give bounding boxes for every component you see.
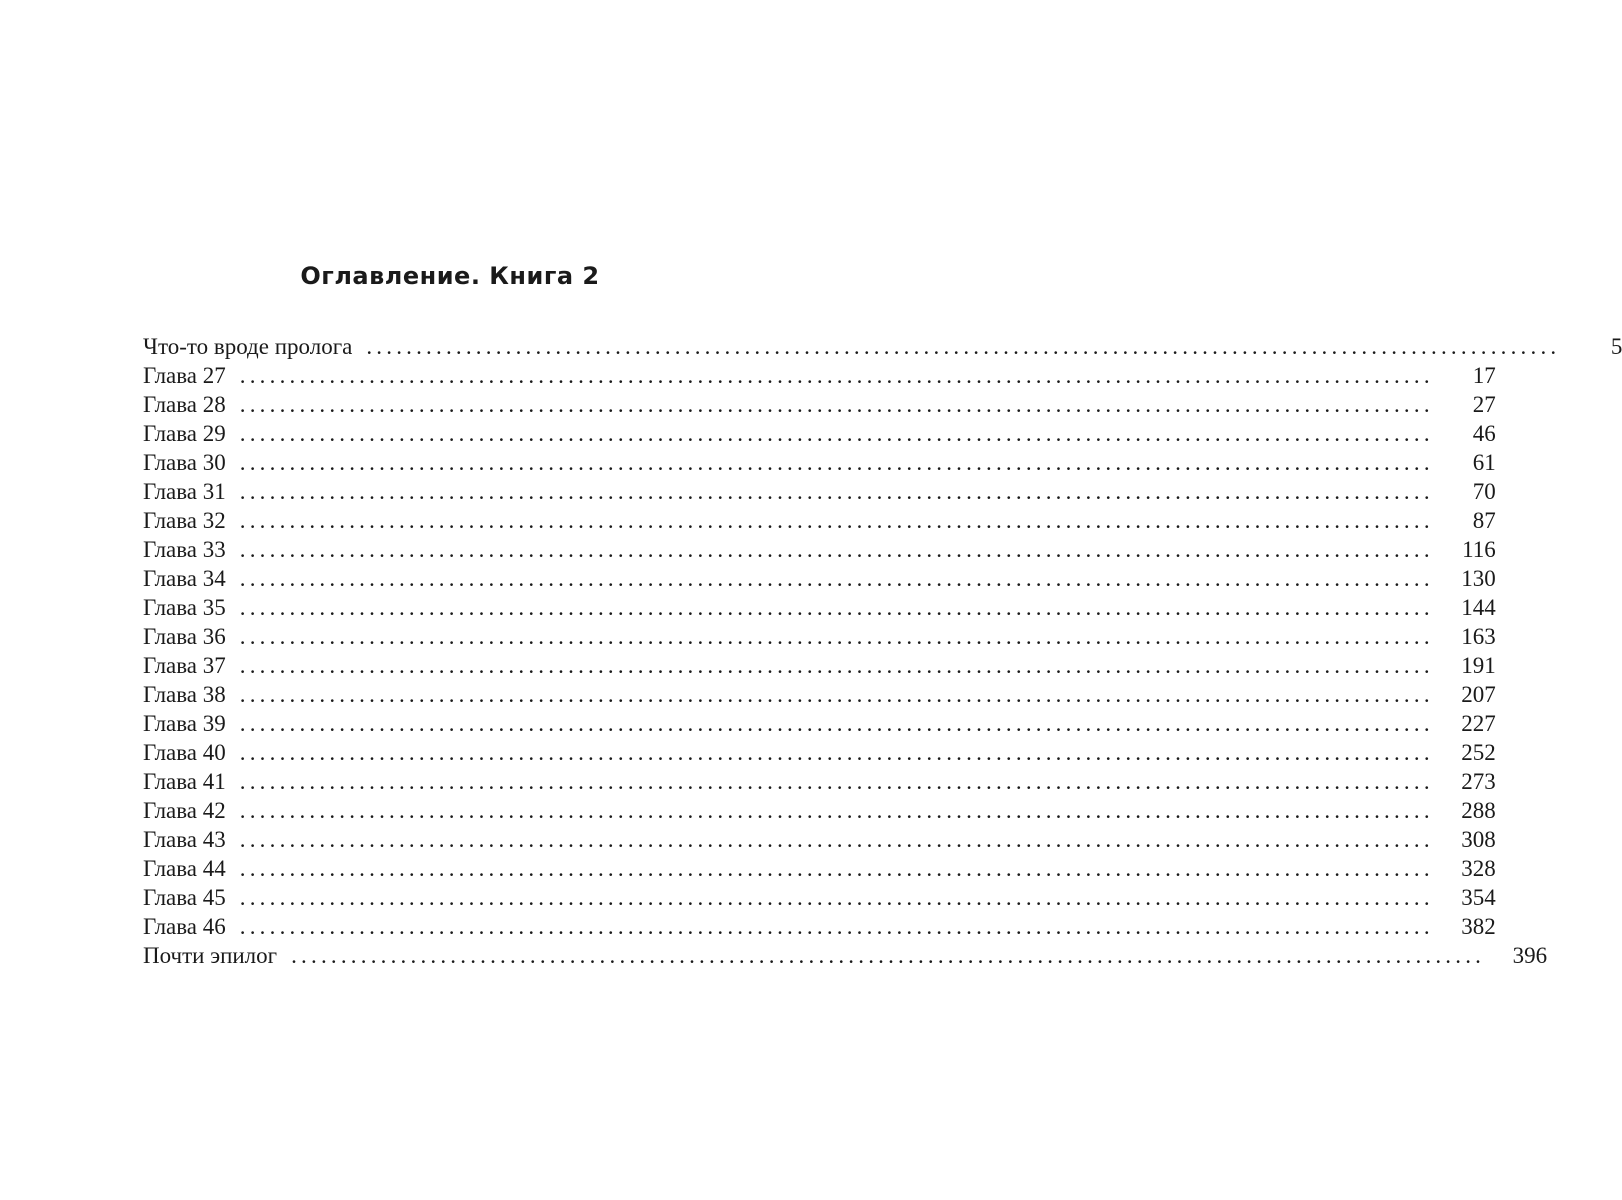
- dot-leader: ........................................................................................................................: [239, 595, 1434, 620]
- dot-leader: ........................................................................................................................: [239, 885, 1434, 910]
- toc-entry-page: 163: [1461, 624, 1496, 649]
- toc-entry: [143, 622, 1496, 651]
- toc-entry-page: 116: [1462, 537, 1496, 562]
- toc-entry-label: Глава 35: [143, 595, 226, 620]
- toc-entry-page: 328: [1461, 856, 1496, 881]
- toc-entry-page: 308: [1461, 827, 1496, 852]
- toc-entry-label: Глава 30: [143, 450, 226, 475]
- toc-entry: [143, 883, 1496, 912]
- toc-entry-label: Что-то вроде пролога: [143, 334, 353, 359]
- toc-entry-label: Глава 34: [143, 566, 226, 591]
- toc-entry-page: 207: [1461, 682, 1496, 707]
- toc-entry: [143, 593, 1496, 622]
- dot-leader: ........................................................................................................................: [239, 421, 1434, 446]
- toc-entry-page: 382: [1461, 914, 1496, 939]
- toc-entry-label: Глава 45: [143, 885, 226, 910]
- dot-leader: ........................................................................................................................: [239, 392, 1434, 417]
- toc-entry-page: 5: [1610, 334, 1622, 359]
- toc-entry-label: Глава 42: [143, 798, 226, 823]
- toc-entry-page: 144: [1461, 595, 1496, 620]
- toc-entry: [143, 912, 1496, 941]
- toc-entry: [143, 796, 1496, 825]
- dot-leader: ........................................................................................................................: [239, 827, 1434, 852]
- toc-entry-page: 227: [1461, 711, 1496, 736]
- toc-entry-label: Глава 32: [143, 508, 226, 533]
- dot-leader: ........................................................................................................................: [239, 450, 1434, 475]
- toc-entry: [143, 941, 1548, 970]
- toc-entry: [143, 651, 1496, 680]
- toc-entry: [143, 680, 1496, 709]
- toc-entry: [143, 448, 1496, 477]
- toc-entry-label: Почти эпилог: [143, 943, 278, 968]
- toc-entry-page: 130: [1461, 566, 1496, 591]
- toc-entry-page: 27: [1472, 392, 1496, 417]
- toc-entry: [143, 361, 1496, 390]
- toc-entry-page: 288: [1461, 798, 1496, 823]
- toc-entry: [143, 564, 1496, 593]
- toc-entry-page: 354: [1461, 885, 1496, 910]
- toc-entry-page: 252: [1461, 740, 1496, 765]
- dot-leader: ........................................................................................................................: [239, 508, 1434, 533]
- toc-entry-page: 61: [1472, 450, 1496, 475]
- dot-leader: ........................................................................................................................: [239, 711, 1434, 736]
- toc-entry-label: Глава 44: [143, 856, 226, 881]
- toc-entry: [143, 419, 1496, 448]
- toc-entry-label: Глава 36: [143, 624, 226, 649]
- toc-entry: [143, 854, 1496, 883]
- toc-entry: [143, 477, 1496, 506]
- dot-leader: ........................................................................................................................: [239, 914, 1434, 939]
- toc-entry: [143, 332, 1622, 361]
- toc-list: [143, 332, 1622, 970]
- toc-entry-page: 17: [1472, 363, 1496, 388]
- dot-leader: ........................................................................................................................: [239, 479, 1434, 504]
- toc-entry-page: 87: [1472, 508, 1496, 533]
- dot-leader: ........................................................................................................................: [239, 769, 1434, 794]
- dot-leader: ........................................................................................................................: [239, 537, 1434, 562]
- toc-entry-label: Глава 46: [143, 914, 226, 939]
- toc-entry-label: Глава 33: [143, 537, 226, 562]
- toc-entry: [143, 390, 1496, 419]
- toc-entry-page: 46: [1472, 421, 1496, 446]
- toc-entry-page: 70: [1472, 479, 1496, 504]
- toc-entry-label: Глава 37: [143, 653, 226, 678]
- toc-entry: [143, 767, 1496, 796]
- toc-entry-label: Глава 31: [143, 479, 226, 504]
- toc-entry-label: Глава 28: [143, 392, 226, 417]
- toc-entry-page: 273: [1461, 769, 1496, 794]
- dot-leader: ........................................................................................................................: [239, 653, 1434, 678]
- toc-entry-label: Глава 41: [143, 769, 226, 794]
- dot-leader: ........................................................................................................................: [239, 856, 1434, 881]
- toc-entry-page: 191: [1461, 653, 1496, 678]
- dot-leader: ........................................................................................................................: [239, 624, 1434, 649]
- toc-entry: [143, 738, 1496, 767]
- toc-entry-label: Глава 27: [143, 363, 226, 388]
- dot-leader: ........................................................................................................................: [239, 798, 1434, 823]
- toc-entry-label: Глава 43: [143, 827, 226, 852]
- dot-leader: ........................................................................................................................: [239, 740, 1434, 765]
- toc-entry: [143, 825, 1496, 854]
- toc-title: Оглавление. Книга 2: [300, 262, 600, 290]
- toc-entry: [143, 535, 1496, 564]
- toc-entry-label: Глава 40: [143, 740, 226, 765]
- dot-leader: ........................................................................................................................: [239, 363, 1434, 388]
- toc-entry-label: Глава 38: [143, 682, 226, 707]
- toc-entry: [143, 709, 1496, 738]
- dot-leader: ........................................................................................................................: [291, 943, 1486, 968]
- toc-entry-label: Глава 39: [143, 711, 226, 736]
- dot-leader: ........................................................................................................................: [239, 682, 1434, 707]
- toc-entry-label: Глава 29: [143, 421, 226, 446]
- toc-entry: [143, 506, 1496, 535]
- dot-leader: ........................................................................................................................: [239, 566, 1434, 591]
- dot-leader: ........................................................................................................................: [366, 334, 1561, 359]
- toc-entry-page: 396: [1512, 943, 1548, 968]
